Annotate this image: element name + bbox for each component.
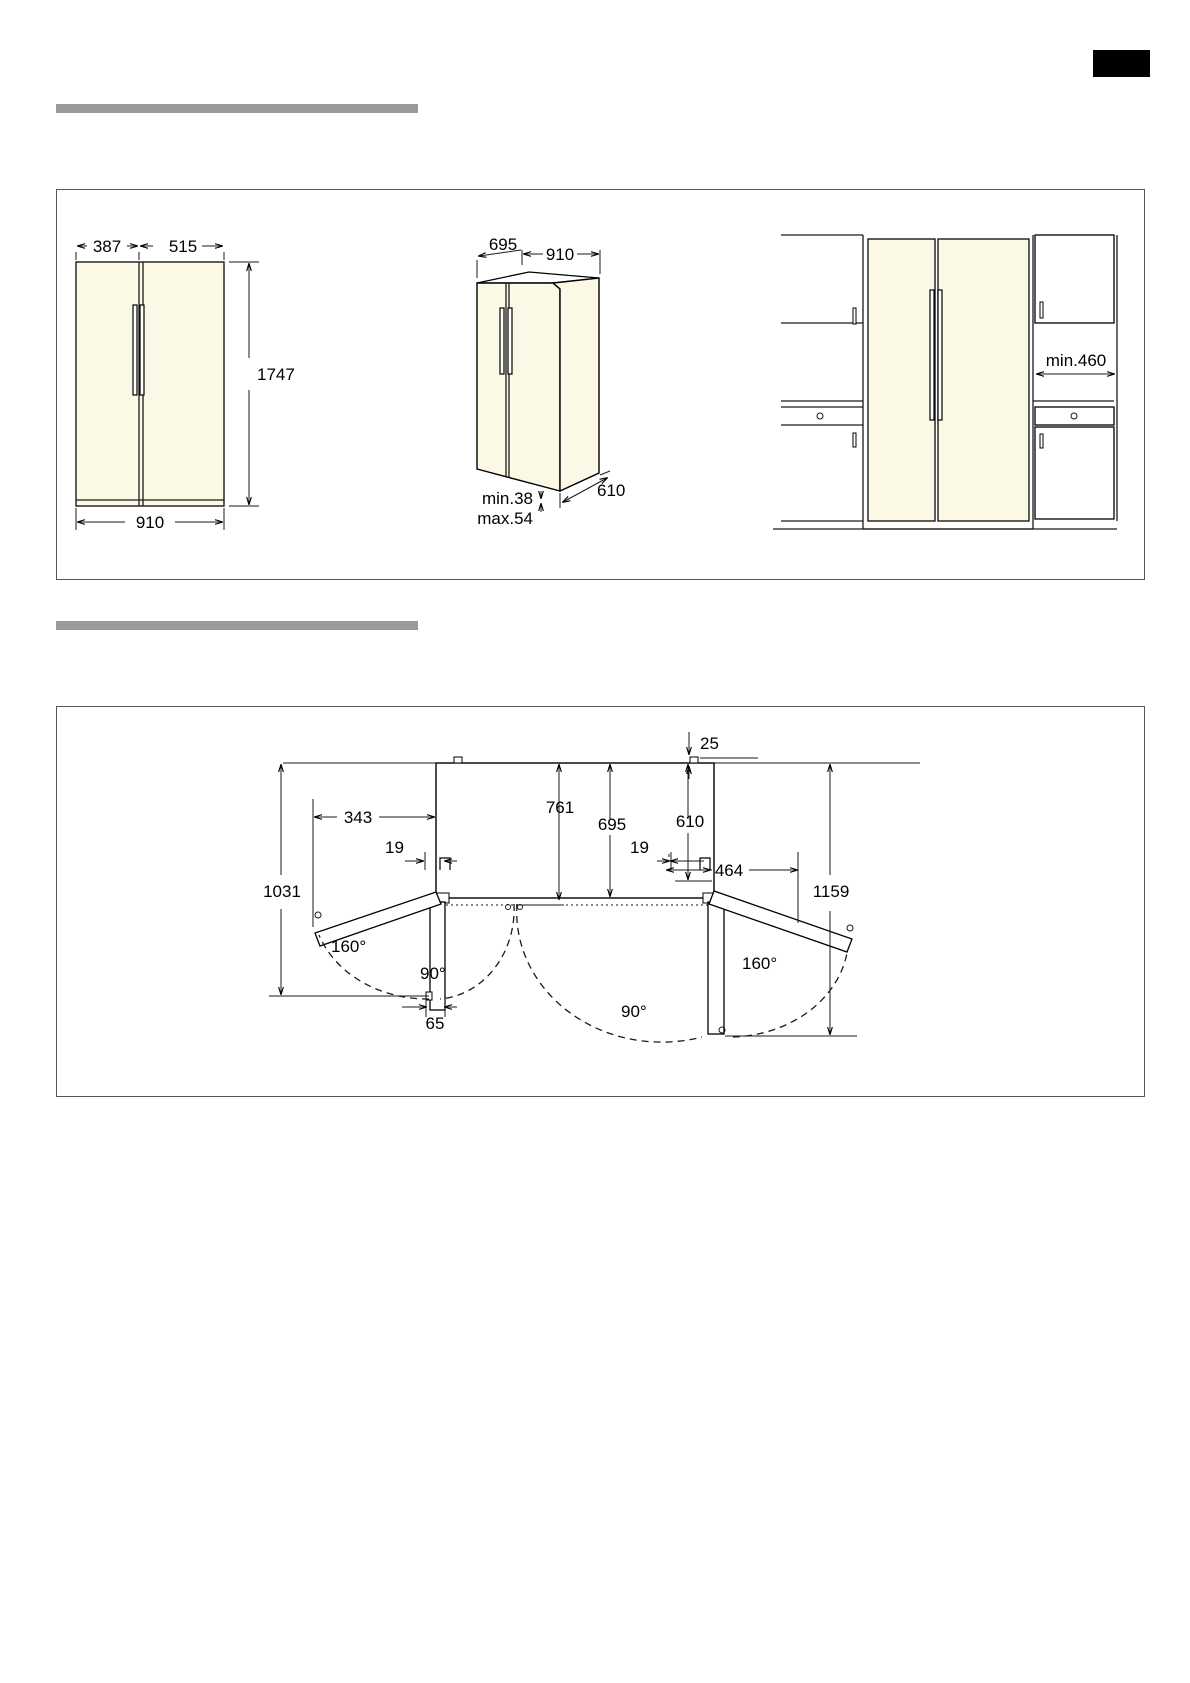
dim-19-left: 19 [385, 838, 404, 857]
door-swing-drawing [57, 707, 1146, 1098]
dim-464: 464 [714, 861, 744, 880]
right-handle [140, 305, 144, 395]
dim-515: 515 [168, 237, 198, 256]
perspective-view [477, 235, 625, 528]
dim-695-persp: 695 [488, 235, 518, 254]
dim-19-right: 19 [630, 838, 649, 857]
angle-90-left: 90° [420, 964, 446, 983]
angle-160-right: 160° [742, 954, 778, 973]
dim-25: 25 [700, 734, 719, 753]
installation-view [773, 235, 1117, 529]
dim-610-persp: 610 [597, 481, 626, 500]
perspective-side [553, 278, 599, 491]
installed-fridge-right-door [938, 239, 1029, 521]
dimensions-drawing [57, 190, 1146, 581]
dim-1747: 1747 [257, 365, 295, 384]
dimensions-panel [56, 189, 1145, 580]
section-rule-door-swing [56, 621, 418, 630]
dim-761: 761 [545, 798, 575, 817]
dim-695: 695 [597, 815, 627, 834]
left-handle [133, 305, 137, 395]
angle-90-right: 90° [621, 1002, 647, 1021]
dim-343: 343 [343, 808, 373, 827]
page-tab-marker [1093, 50, 1150, 77]
perspective-doors [477, 283, 560, 491]
right-door-90 [708, 902, 724, 1034]
installed-fridge-left-door [868, 239, 935, 521]
dim-1031: 1031 [263, 882, 301, 901]
gap-max: max.54 [477, 509, 533, 528]
gap-min: min.38 [481, 489, 533, 508]
dim-910-persp: 910 [545, 245, 575, 264]
dim-387: 387 [92, 237, 122, 256]
front-view [76, 237, 295, 532]
angle-160-left: 160° [331, 937, 367, 956]
section-rule-dimensions [56, 104, 418, 113]
fridge-plan-body [436, 763, 714, 898]
fridge-front-body [76, 262, 224, 506]
door-swing-panel [56, 706, 1145, 1097]
clearance-min-460: min.460 [1045, 351, 1107, 370]
dim-1159: 1159 [812, 882, 850, 901]
dim-65: 65 [425, 1014, 445, 1033]
dim-910-front: 910 [135, 513, 165, 532]
dim-610: 610 [675, 812, 705, 831]
